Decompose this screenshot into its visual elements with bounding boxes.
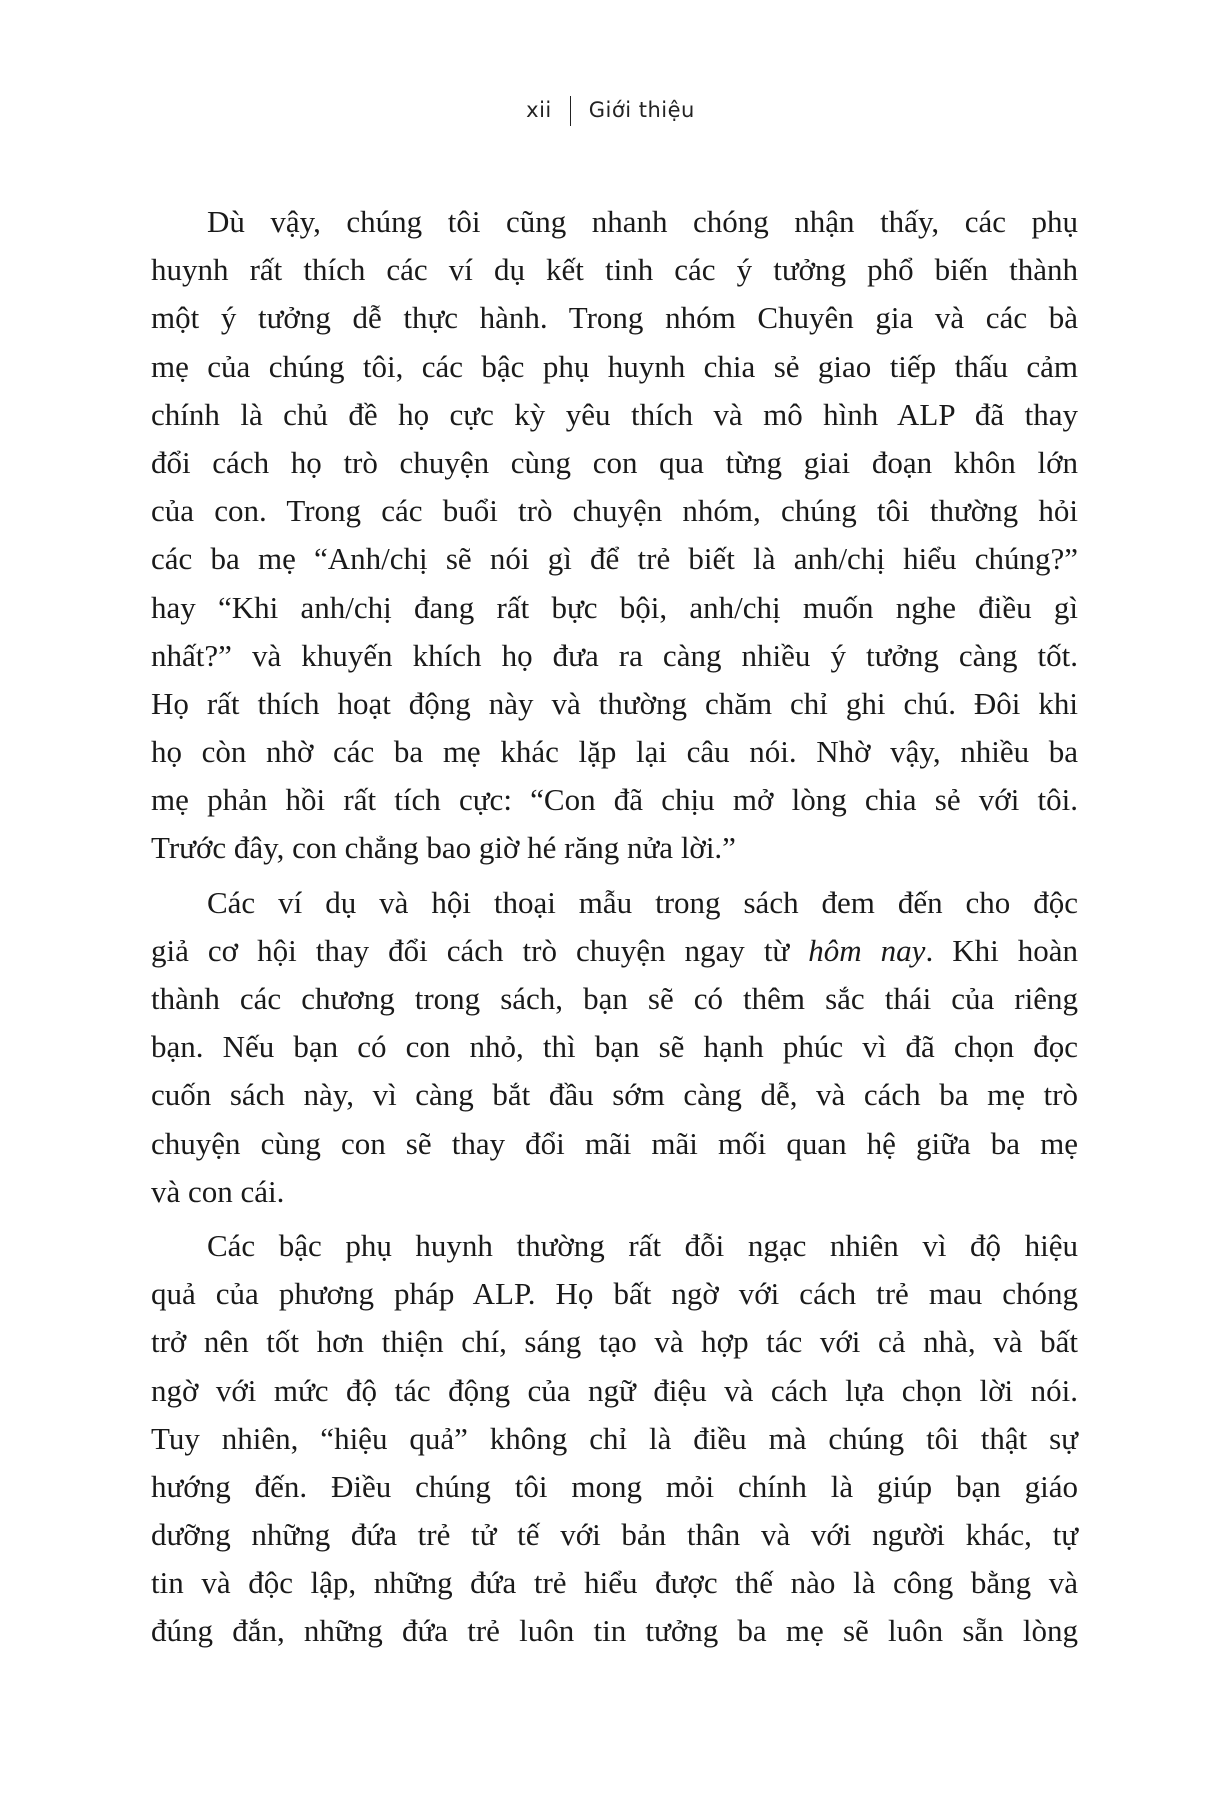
text-line: đúng đắn, những đứa trẻ luôn tin tưởng ba mẹ sẽ luôn sẵn lòng	[151, 1613, 1078, 1649]
text-line: trở nên tốt hơn thiện chí, sáng tạo và hợp tác với cả nhà, và bất	[151, 1324, 1078, 1360]
text-line: Họ rất thích hoạt động này và thường chăm chỉ ghi chú. Đôi khi	[151, 685, 1078, 721]
text-line: hướng đến. Điều chúng tôi mong mỏi chính là giúp bạn giáo	[151, 1468, 1078, 1504]
paragraph	[151, 1222, 1078, 1656]
body-text	[151, 198, 1078, 1662]
text-line: mẹ phản hồi rất tích cực: “Con đã chịu mở lòng chia sẻ với tôi.	[151, 782, 1078, 818]
text-line: Trước đây, con chẳng bao giờ hé răng nửa lời.”	[151, 830, 736, 866]
text-line: Các ví dụ và hội thoại mẫu trong sách đem đến cho độc	[207, 884, 1078, 920]
text-line: mẹ của chúng tôi, các bậc phụ huynh chia sẻ giao tiếp thấu cảm	[151, 348, 1078, 384]
text-line: chuyện cùng con sẽ thay đổi mãi mãi mối quan hệ giữa ba mẹ	[151, 1125, 1078, 1161]
text-line: cuốn sách này, vì càng bắt đầu sớm càng dễ, và cách ba mẹ trò	[151, 1077, 1078, 1113]
text-line: dưỡng những đứa trẻ tử tế với bản thân và với người khác, tự	[151, 1517, 1078, 1553]
paragraph	[151, 198, 1078, 873]
text-line: nhất?” và khuyến khích họ đưa ra càng nhiều ý tưởng càng tốt.	[151, 637, 1078, 673]
text-line: Tuy nhiên, “hiệu quả” không chỉ là điều mà chúng tôi thật sự	[151, 1420, 1078, 1456]
text-line: các ba mẹ “Anh/chị sẽ nói gì để trẻ biết là anh/chị hiểu chúng?”	[151, 541, 1078, 577]
emphasis: hôm nay	[808, 932, 926, 968]
text-line: chính là chủ đề họ cực kỳ yêu thích và mô hình ALP đã thay	[151, 396, 1078, 432]
page-number: xii	[526, 98, 552, 122]
text-line: ngờ với mức độ tác động của ngữ điệu và cách lựa chọn lời nói.	[151, 1372, 1078, 1408]
text-line: bạn. Nếu bạn có con nhỏ, thì bạn sẽ hạnh phúc vì đã chọn đọc	[151, 1029, 1078, 1065]
text-line: Dù vậy, chúng tôi cũng nhanh chóng nhận thấy, các phụ	[207, 204, 1078, 239]
text-line: huynh rất thích các ví dụ kết tinh các ý tưởng phổ biến thành	[151, 252, 1078, 288]
running-header	[0, 96, 1221, 126]
text-line: quả của phương pháp ALP. Họ bất ngờ với cách trẻ mau chóng	[151, 1276, 1078, 1312]
text-line: của con. Trong các buổi trò chuyện nhóm, chúng tôi thường hỏi	[151, 493, 1078, 529]
text-line: giả cơ hội thay đổi cách trò chuyện ngay từ hôm nay. Khi hoàn	[151, 932, 1078, 968]
text-line: đổi cách họ trò chuyện cùng con qua từng giai đoạn khôn lớn	[151, 444, 1078, 480]
text-line: họ còn nhờ các ba mẹ khác lặp lại câu nói. Nhờ vậy, nhiều ba	[151, 734, 1078, 770]
text-line: tin và độc lập, những đứa trẻ hiểu được thế nào là công bằng và	[151, 1565, 1078, 1601]
text-line: thành các chương trong sách, bạn sẽ có thêm sắc thái của riêng	[151, 981, 1078, 1016]
header-divider	[570, 96, 571, 126]
paragraph	[151, 879, 1078, 1216]
text-line: một ý tưởng dễ thực hành. Trong nhóm Chuyên gia và các bà	[151, 300, 1078, 336]
text-line: Các bậc phụ huynh thường rất đỗi ngạc nhiên vì độ hiệu	[207, 1227, 1078, 1263]
text-line: hay “Khi anh/chị đang rất bực bội, anh/chị muốn nghe điều gì	[151, 589, 1078, 625]
text-line: và con cái.	[151, 1173, 285, 1209]
section-title: Giới thiệu	[588, 98, 695, 122]
